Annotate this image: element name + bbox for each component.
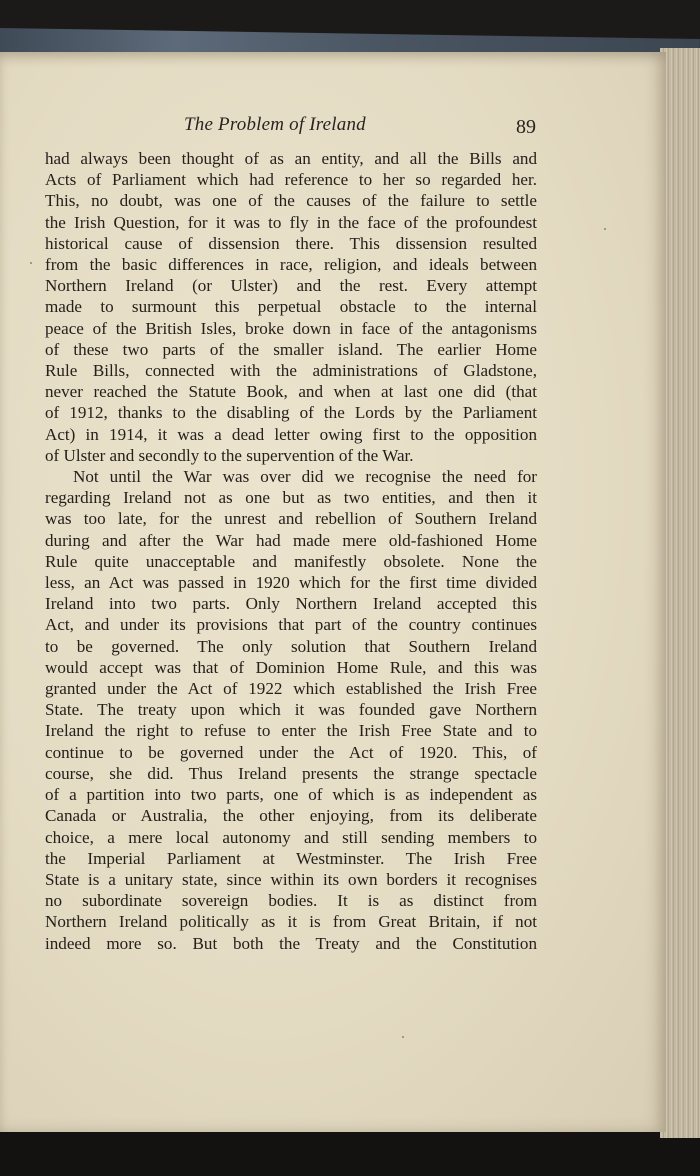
text-line: Rule quite unacceptable and manifestly obsolete. None the [45, 551, 537, 571]
text-line: was too late, for the unrest and rebellion of Southern Ireland [45, 509, 537, 529]
text-line: Northern Ireland (or Ulster) and the rest. Every attempt [45, 276, 537, 296]
text-line: Not until the War was over did we recognise the need for [73, 467, 537, 487]
text-line: Act) in 1914, it was a dead letter owing first to the opposition [45, 424, 537, 444]
paper-speck [30, 262, 32, 264]
text-line: granted under the Act of 1922 which established the Irish Free [45, 679, 537, 699]
text-line: Rule Bills, connected with the administrations of Gladstone, [45, 361, 537, 381]
text-line: no subordinate sovereign bodies. It is as distinct from [45, 891, 537, 911]
text-line: of these two parts of the smaller island. The earlier Home [45, 339, 537, 359]
paper-speck [604, 228, 606, 230]
text-line: Ireland into two parts. Only Northern Ireland accepted this [45, 594, 537, 614]
text-line: during and after the War had made mere old-fashioned Home [45, 530, 537, 550]
text-line: made to surmount this perpetual obstacle to the internal [45, 297, 537, 317]
text-line: This, no doubt, was one of the causes of the failure to settle [45, 191, 537, 211]
page-edges [660, 48, 700, 1138]
text-line: regarding Ireland not as one but as two entities, and then it [45, 488, 537, 508]
text-line: Northern Ireland politically as it is from Great Britain, if not [45, 912, 537, 932]
text-line: had always been thought of as an entity, and all the Bills and [45, 149, 537, 168]
text-line: course, she did. Thus Ireland presents the strange spectacle [45, 763, 537, 783]
text-line: never reached the Statute Book, and when at last one did (that [45, 382, 537, 402]
text-line: from the basic differences in race, religion, and ideals between [45, 255, 537, 275]
text-line: the Imperial Parliament at Westminster. The Irish Free [45, 848, 537, 868]
text-line: the Irish Question, for it was to fly in the face of the profoundest [45, 212, 537, 232]
text-line: to be governed. The only solution that Southern Ireland [45, 636, 537, 656]
text-line: Ireland the right to refuse to enter the Irish Free State and to [45, 721, 537, 741]
text-line: of a partition into two parts, one of which is as independent as [45, 785, 537, 805]
text-line: Canada or Australia, the other enjoying, from its deliberate [45, 806, 537, 826]
book-page [0, 52, 666, 1132]
text-line: indeed more so. But both the Treaty and the Constitution [45, 933, 537, 953]
text-line: Act, and under its provisions that part of the country continues [45, 615, 537, 635]
running-head: The Problem of Ireland [184, 114, 366, 135]
text-line: historical cause of dissension there. This dissension resulted [45, 233, 537, 253]
paper-speck [402, 1036, 404, 1038]
text-line: peace of the British Isles, broke down in face of the antagonisms [45, 318, 537, 338]
text-line: State. The treaty upon which it was founded gave Northern [45, 700, 537, 720]
page-header [0, 114, 666, 144]
text-line: choice, a mere local autonomy and still sending members to [45, 827, 537, 847]
text-line: State is a unitary state, since within its own borders it recognises [45, 869, 537, 889]
text-line: of Ulster and secondly to the supervention of the War. [45, 445, 414, 465]
text-line: of 1912, thanks to the disabling of the Lords by the Parliament [45, 403, 537, 423]
text-line: would accept was that of Dominion Home Rule, and this was [45, 657, 537, 677]
text-line: less, an Act was passed in 1920 which for the first time divided [45, 573, 537, 593]
body-text [45, 148, 537, 954]
text-line: Acts of Parliament which had reference to her so regarded her. [45, 170, 537, 190]
page-number: 89 [516, 116, 536, 138]
text-line: continue to be governed under the Act of 1920. This, of [45, 742, 537, 762]
